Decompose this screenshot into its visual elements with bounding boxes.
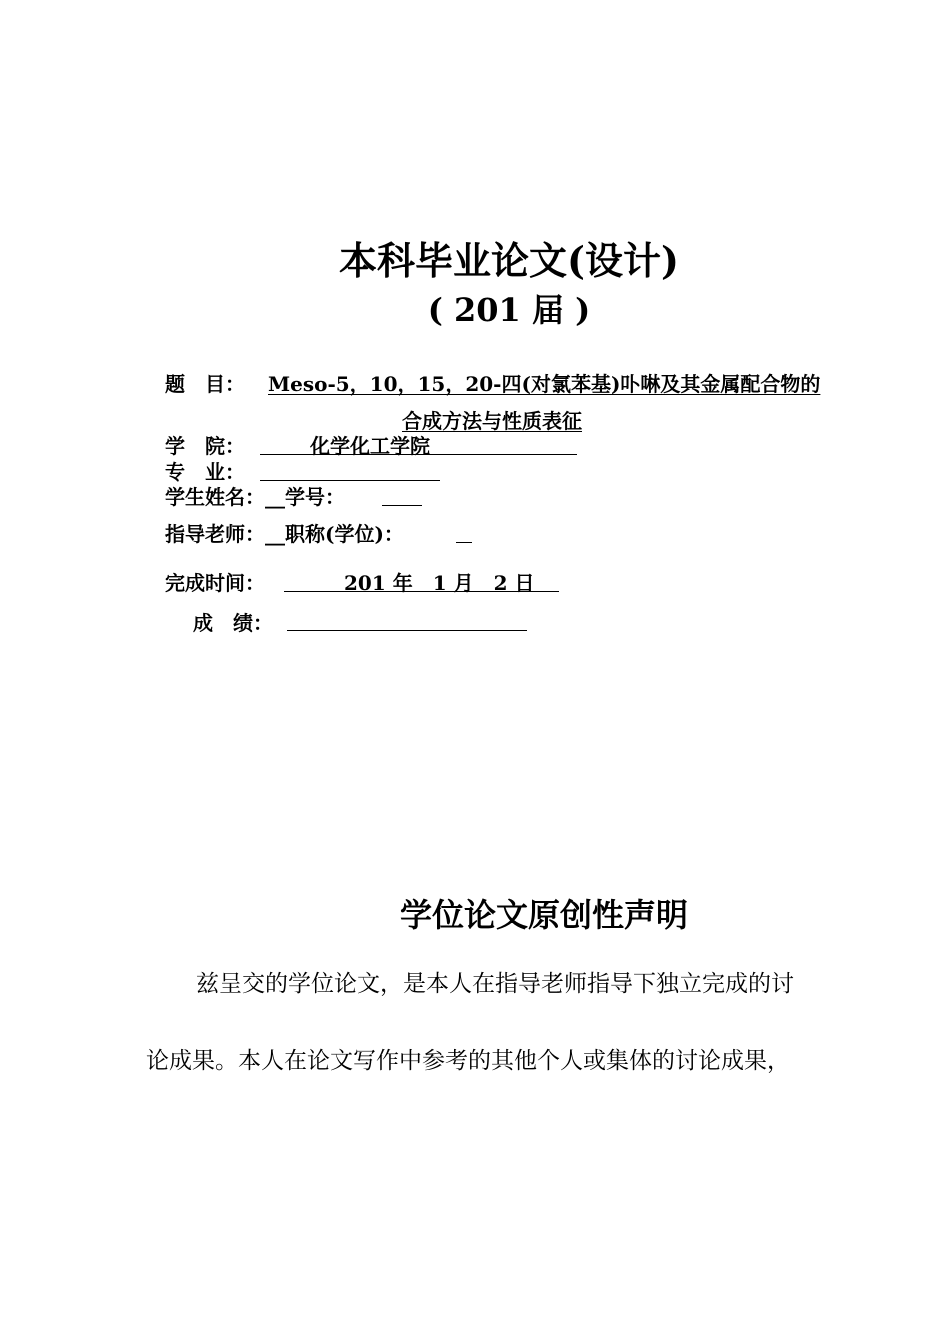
- date-value: 201 年 1 月 2 日: [344, 571, 535, 595]
- grade-label: 成 绩：: [193, 611, 273, 635]
- student-number-underline: [382, 505, 422, 506]
- declaration-line-1: 兹呈交的学位论文，是本人在指导老师指导下独立完成的讨: [196, 971, 794, 997]
- college-value: 化学化工学院: [310, 434, 430, 458]
- major-label: 专 业：: [165, 460, 245, 484]
- topic-label: 题 目：: [165, 372, 245, 396]
- document-title: 本科毕业论文(设计): [339, 238, 679, 283]
- topic-value-line1: Meso-5，10，15，20-四(对氯苯基)卟啉及其金属配合物的: [268, 372, 821, 396]
- advisor-title-underline: [456, 542, 472, 543]
- student-label: 学生姓名：__学号：: [165, 485, 345, 509]
- topic-value-line2: 合成方法与性质表征: [402, 409, 582, 433]
- declaration-line-2: 论成果。本人在论文写作中参考的其他个人或集体的讨论成果，: [146, 1048, 790, 1074]
- grade-underline: [287, 630, 527, 631]
- college-label: 学 院：: [165, 434, 245, 458]
- date-label: 完成时间：: [165, 571, 265, 595]
- graduation-year: ( 201 届 ): [427, 291, 591, 329]
- declaration-heading: 学位论文原创性声明: [399, 896, 688, 934]
- advisor-label: 指导老师：__职称(学位)：: [165, 522, 404, 546]
